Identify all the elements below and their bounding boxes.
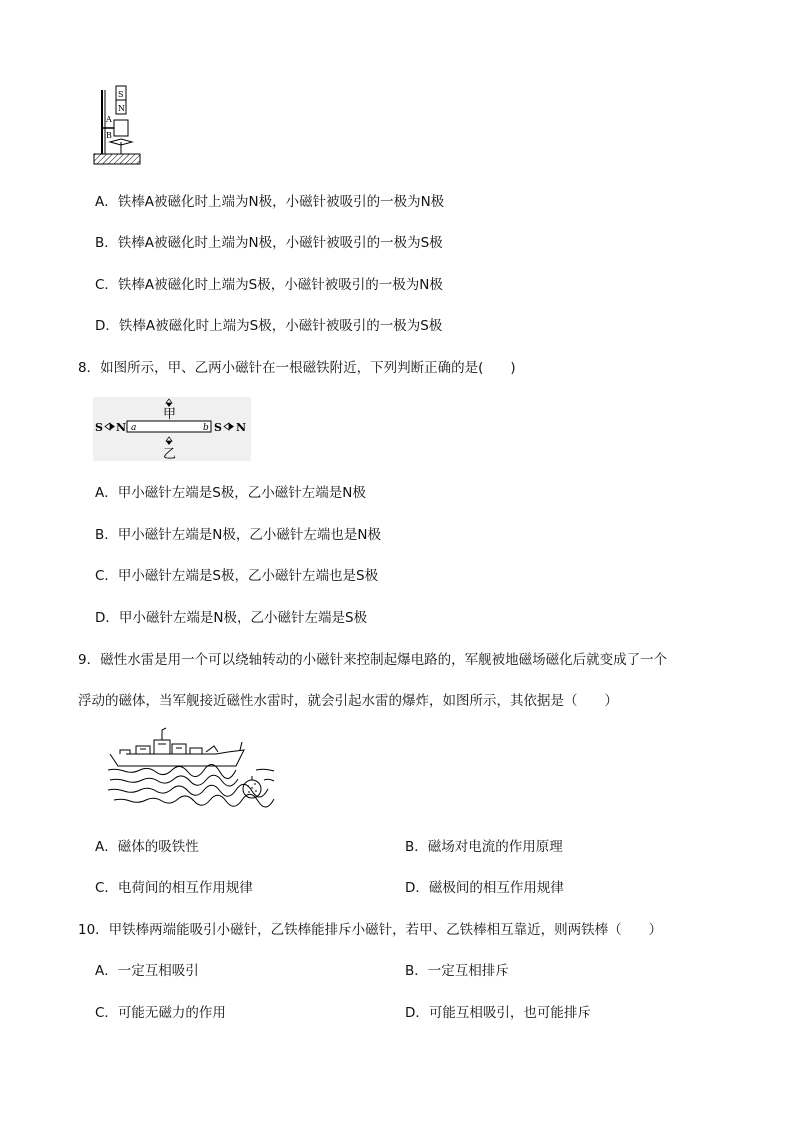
left-n-label: N: [116, 421, 127, 434]
q7-option-b: B．铁棒A被磁化时上端为N极，小磁针被吸引的一极为S极: [95, 235, 443, 251]
q7-option-d: D．铁棒A被磁化时上端为S极，小磁针被吸引的一极为S极: [95, 318, 443, 334]
q7-apparatus-drawing: [88, 82, 148, 172]
q10-option-c: C．可能无磁力的作用: [95, 1005, 226, 1021]
label-a: A: [106, 115, 112, 124]
q7-figure: [88, 82, 148, 172]
left-s-label: S: [95, 421, 103, 434]
warship-mine-drawing: [106, 726, 276, 810]
right-s-label: S: [214, 421, 222, 434]
label-yi: 乙: [163, 447, 177, 461]
q7-option-a: A．铁棒A被磁化时上端为N极，小磁针被吸引的一极为N极: [95, 194, 445, 210]
end-a-label: a: [131, 423, 137, 433]
q8-option-c: C．甲小磁针左端是S极，乙小磁针左端也是S极: [95, 568, 379, 584]
q10-option-d: D．可能互相吸引，也可能排斥: [405, 1005, 591, 1021]
q8-stem: 8．如图所示，甲、乙两小磁针在一根磁铁附近，下列判断正确的是( ): [78, 360, 516, 376]
q8-figure: [93, 397, 251, 461]
right-n-label: N: [236, 421, 247, 434]
label-b: B: [106, 131, 112, 140]
q8-option-d: D．甲小磁针左端是N极，乙小磁针左端是S极: [95, 610, 368, 626]
end-b-label: b: [203, 423, 209, 433]
q9-figure: [106, 726, 276, 810]
magnet-n-label: N: [118, 104, 125, 113]
q9-option-c: C．电荷间的相互作用规律: [95, 880, 253, 896]
q10-option-b: B．一定互相排斥: [405, 963, 509, 979]
magnet-s-label: S: [118, 90, 124, 99]
q9-option-b: B．磁场对电流的作用原理: [405, 839, 563, 855]
q10-stem: 10．甲铁棒两端能吸引小磁针，乙铁棒能排斥小磁针，若甲、乙铁棒相互靠近，则两铁棒（ ）: [78, 922, 663, 938]
q8-magnet-drawing: [93, 397, 251, 461]
q7-option-c: C．铁棒A被磁化时上端为S极，小磁针被吸引的一极为N极: [95, 277, 443, 293]
q8-option-a: A．甲小磁针左端是S极，乙小磁针左端是N极: [95, 485, 366, 501]
q10-option-a: A．一定互相吸引: [95, 963, 199, 979]
q8-option-b: B．甲小磁针左端是N极，乙小磁针左端也是N极: [95, 527, 381, 543]
q9-stem-line2: 浮动的磁体，当军舰接近磁性水雷时，就会引起水雷的爆炸，如图所示，其依据是（ ）: [78, 693, 618, 709]
q9-stem-line1: 9．磁性水雷是用一个可以绕轴转动的小磁针来控制起爆电路的，军舰被地磁场磁化后就变成了一个: [78, 652, 668, 668]
q9-option-d: D．磁极间的相互作用规律: [405, 880, 564, 896]
q9-option-a: A．磁体的吸铁性: [95, 839, 199, 855]
label-jia: 甲: [163, 407, 177, 422]
